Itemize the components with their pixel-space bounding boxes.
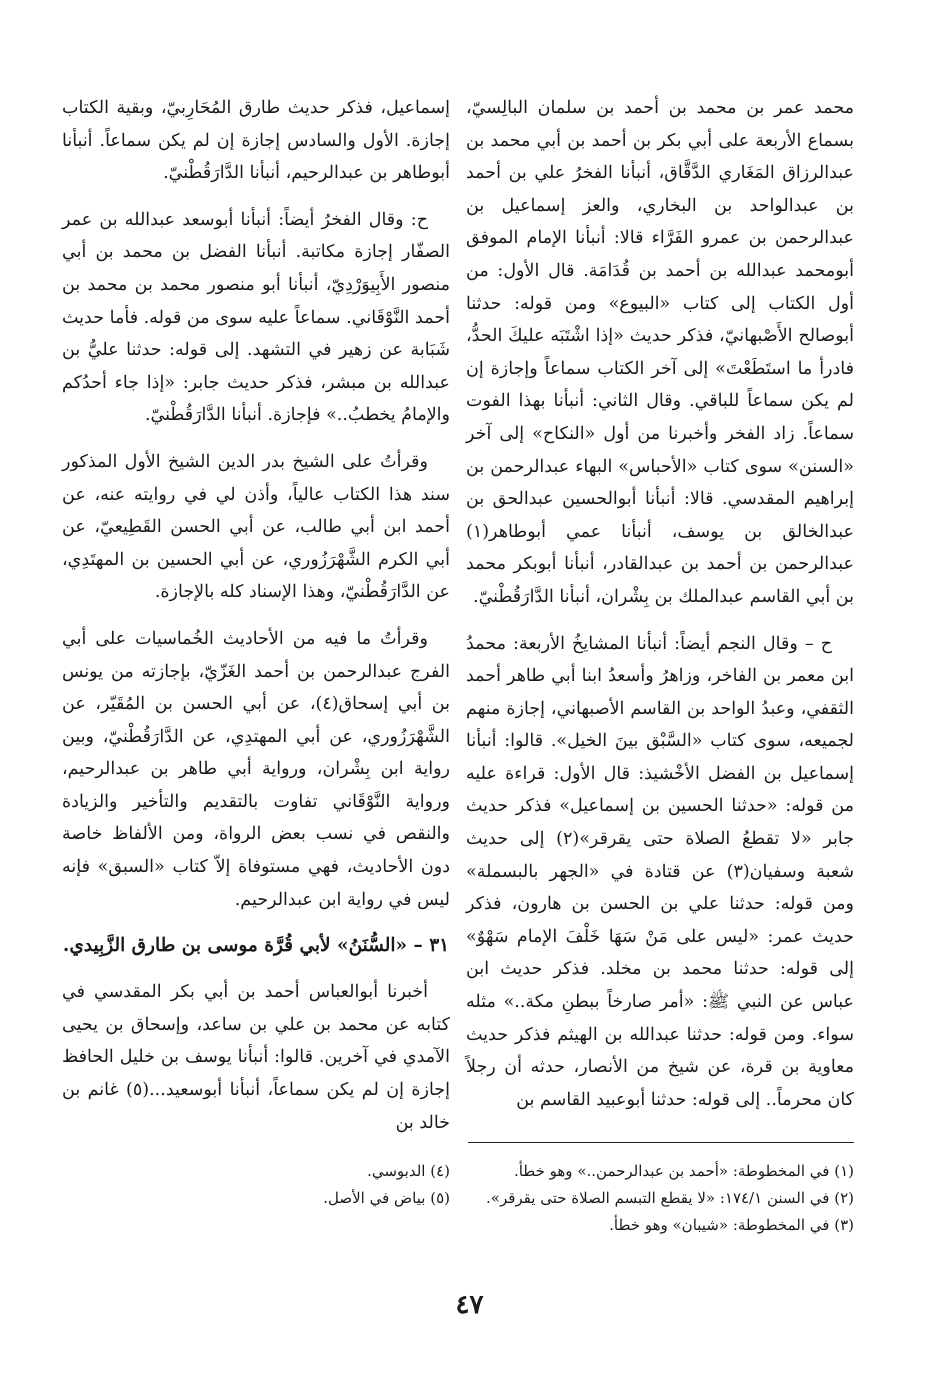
page-number: ٤٧ [455,1290,484,1320]
footnote: (١) في المخطوطة: «أحمد بن عبدالرحمن..» وهو خطأ. [513,1162,854,1180]
footnote: (٢) في السنن ١٧٤/١: «لا يقطع التبسم الصلاة حتى يقرقر». [486,1189,854,1207]
paragraph: محمد عمر بن محمد بن أحمد بن سلمان البالِسيّ، بسماع الأربعة على أبي بكر بن أحمد بن أبي محمد بن عبدالرزاق المَغَاري الدَّقَّاق، أنبأنا الفخرُ علي بن أحمد بن عبدالواحد بن البخاري، والعز إسماعيل بن عبدالرحمن بن عمرو الفَرَّاء قالا: أنبأنا الإمام الموفق أبومحمد عبدالله بن أحمد بن قُدَامَة. قال الأول: من أول الكتاب إلى كتاب «البيوع» ومن قوله: حدثنا أبوصالح الأَصْبهانيّ، فذكر حديث «إذا اشْتَبَه عليكَ الحدُّ، فادرأ ما استَطَعْتَ» إلى آخر الكتاب سماعاً وإجازة إن لم يكن سماعاً للباقي. وقال الثاني: أنبأنا بهذا الفوت سماعاً. زاد الفخر وأخبرنا من أول «النكاح» إلى آخر «السنن» سوى كتاب «الأحباس» البهاء عبدالرحمن بن إبراهيم المقدسي. قالا: أنبأنا أبوالحسين عبدالحق بن عبدالخالق بن يوسف، أنبأنا عمي أبوطاهر(١) عبدالرحمن بن أحمد بن عبدالقادر، أنبأنا أبوبكر محمد بن أبي القاسم عبدالملك بن بِشْران، أنبأنا الدَّارَقُطْنيّ. [466,98,854,607]
paragraph: وقرأتُ على الشيخ بدر الدين الشيخ الأول المذكور سند هذا الكتاب عالياً، وأذن لي في روايته عنه، عن أحمد ابن أبي طالب، عن أبي الحسن القَطِيعيّ، عن أبي الكرم الشَّهْرَزُوري، عن أبي الحسين بن المهتَدِي، عن الدَّارَقُطْنيّ، وهذا الإسناد كله بالإجازة. [62,451,450,603]
footnote: (٤) الدبوسي. [367,1162,450,1180]
paragraph: إسماعيل، فذكر حديث طارق المُحَارِبيّ، وبقية الكتاب إجازة. الأول والسادس إجازة إن لم يكن سماعاً. أنبأنا أبوطاهر بن عبدالرحيم، أنبأنا الدَّارَقُطْنيّ. [62,98,450,184]
footnote: (٥) بياض في الأصل. [323,1189,450,1207]
footnotes-left [180,1158,450,1212]
paragraph: أخبرنا أبوالعباس أحمد بن أبي بكر المقدسي في كتابه عن محمد بن علي بن ساعد، وإسحاق بن يحيى الآمدي في آخرين. قالوا: أنبأنا يوسف بن خليل الحافظ إجازة إن لم يكن سماعاً، أنبأنا أبوسعيد...(٥) غانم بن خالد بن [62,982,450,1133]
footnote: (٣) في المخطوطة: «شيبان» وهو خطأ. [609,1216,854,1234]
footnote-divider [468,1142,854,1143]
footnotes-right [470,1158,854,1239]
paragraph: ح: وقال الفخرُ أيضاً: أنبأنا أبوسعد عبدالله بن عمر الصفّار إجازة مكاتبة. أنبأنا الفضل بن محمد بن أبي منصور الأَبِيوَرْدِيّ، أنبأنا أبو منصور محمد بن محمد بن أحمد النَّوْقَاني. سماعاً عليه سوى من قوله. فأما حديث شَبَابة عن زهير في التشهد. إلى قوله: حدثنا عليُّ بن عبدالله بن مبشر، فذكر حديث جابر: «إذا جاء أحدُكم والإمامُ يخطبُ..» فإجازة. أنبأنا الدَّارَقُطْنيّ. [62,209,450,426]
paragraph: ح – وقال النجم أيضاً: أنبأنا المشايخُ الأربعة: محمدُ ابن معمر بن الفاخر، وزاهرُ وأسعدُ ابنا أبي طاهر أحمد الثقفي، وعبدُ الواحد بن القاسم الأصبهاني، إجازة منهم لجميعه، سوى كتاب «السَّبْق بينَ الخيل». قالوا: أنبأنا إسماعيل بن الفضل الأخْشيذ: قال الأول: قراءة عليه من قوله: «حدثنا الحسين بن إسماعيل» فذكر حديث جابر «لا تقطعُ الصلاة حتى يقرقر»(٢) إلى حديث شعبة وسفيان(٣) عن قتادة في «الجهر بالبسملة» ومن قوله: حدثنا علي بن الحسن بن هارون، فذكر حديث عمر: «ليس على مَنْ سَهَا خَلْفَ الإمام سَهْوٌ» إلى قوله: حدثنا محمد بن مخلد. فذكر حديث ابن عباس عن النبي ﷺ: «أمر صارخاً ببطنِ مكة..» مثله سواء. ومن قوله: حدثنا عبدالله بن الهيثم فذكر حديث معاوية بن قرة، عن شيخ من الأنصار، حدثه أن رجلاً كان محرماً.. إلى قوله: حدثنا أبوعبيد القاسم بن [466,633,855,1110]
right-text-column [466,92,854,1130]
paragraph: وقرأتُ ما فيه من الأحاديث الخُماسيات على أبي الفرج عبدالرحمن بن أحمد الغَزّيّ، بإجازته من يونس بن أبي إسحاق(٤)، عن أبي الحسن بن المُقَيّر، عن الشَّهْرَزُوري، عن أبي المهتدِي، عن الدَّارَقُطْنيّ، وبين رواية ابن بِشْران، ورواية أبي طاهر بن عبدالرحيم، ورواية النَّوْقَاني تفاوت بالتقديم والتأخير والزيادة والنقص في نسب بعض الرواة، ومن الألفاظ خاصة دون الأحاديث، فهي مستوفاة إلاّ كتاب «السبق» فإنه ليس في رواية ابن عبدالرحيم. [62,628,450,910]
section-heading: ٣١ – «السُّنَنُ» لأبي قُرَّة موسى بن طارق الزَّبِيدي. [62,935,450,957]
left-text-column [62,92,450,1153]
